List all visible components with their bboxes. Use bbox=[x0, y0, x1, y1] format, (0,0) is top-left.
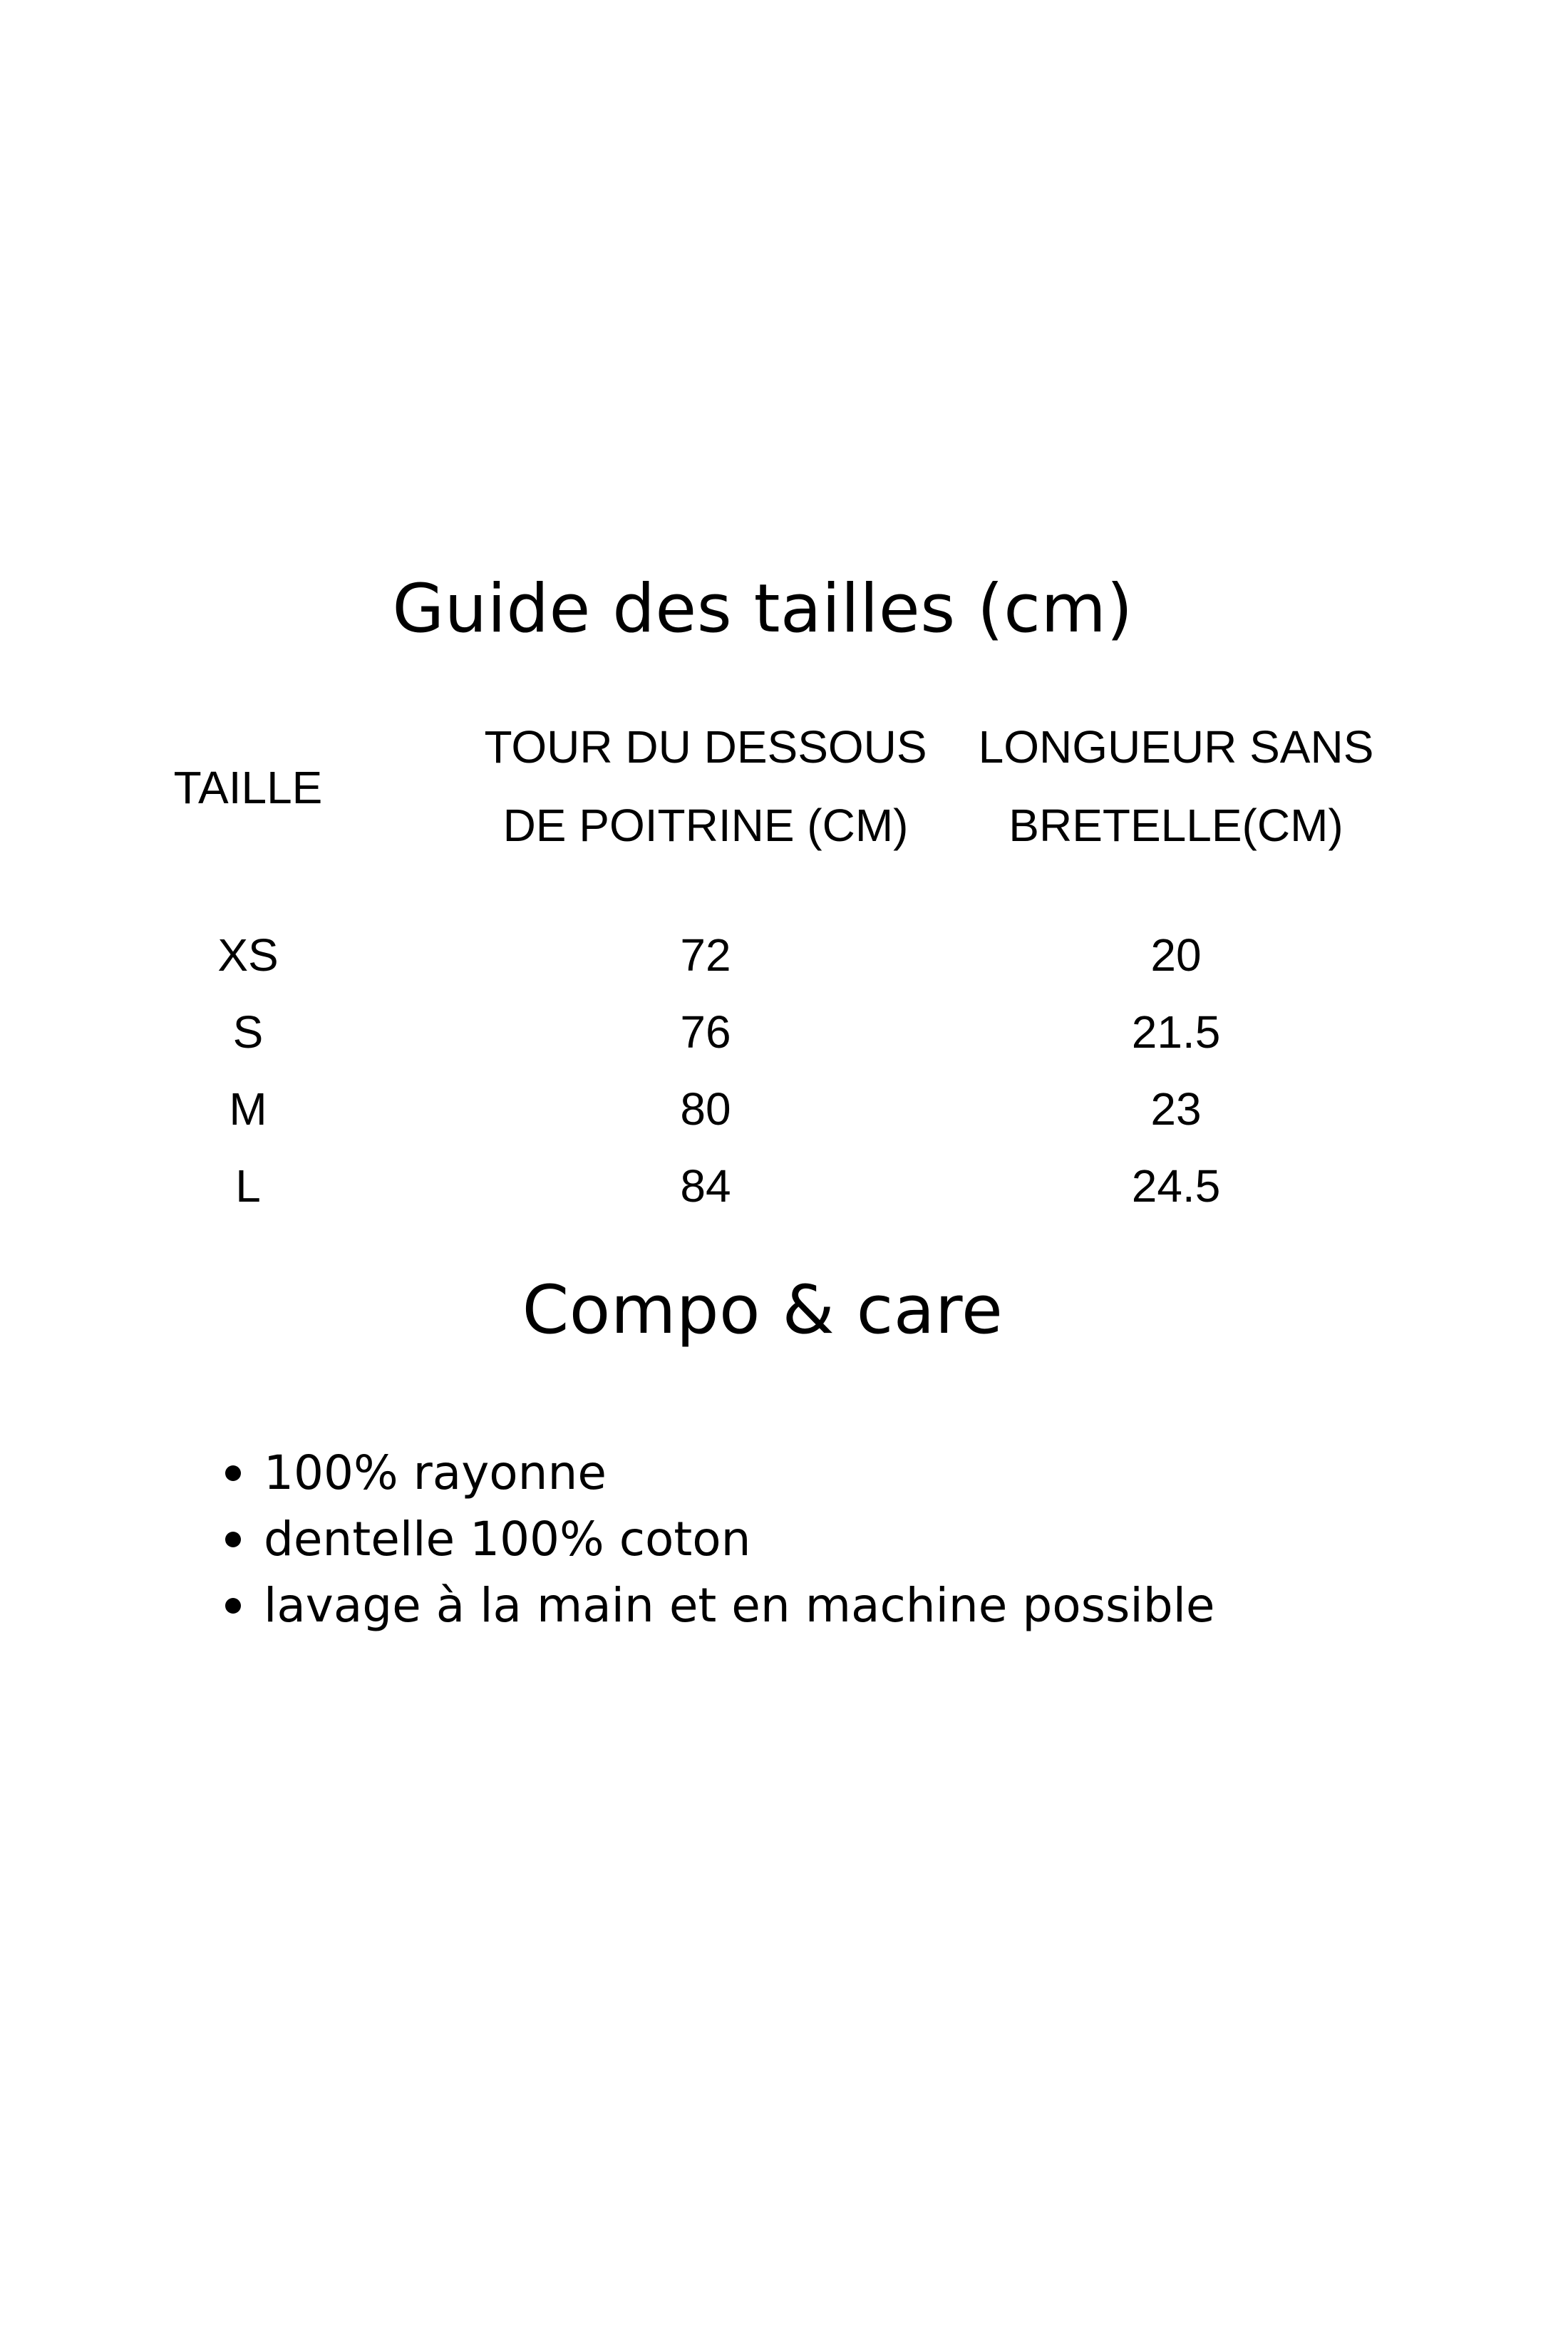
table-cell-tour: 80 bbox=[680, 1083, 731, 1135]
header-tour-du-dessous bbox=[456, 708, 955, 865]
header-tour-line-2: DE POITRINE (CM) bbox=[502, 800, 909, 851]
table-cell-size: L bbox=[235, 1160, 261, 1212]
list-item-text: 100% rayonne bbox=[264, 1445, 607, 1500]
table-cell-longueur: 23 bbox=[1150, 1083, 1202, 1135]
list-item-text: dentelle 100% coton bbox=[264, 1512, 751, 1567]
header-longueur-line-1: LONGUEUR SANS bbox=[978, 721, 1374, 773]
list-item bbox=[221, 1572, 1215, 1639]
header-longueur-line-2: BRETELLE(CM) bbox=[1009, 800, 1343, 851]
table-cell-tour: 72 bbox=[680, 929, 731, 981]
table-cell-size: XS bbox=[217, 929, 279, 981]
bullet-icon bbox=[225, 1532, 241, 1547]
table-cell-longueur: 21.5 bbox=[1131, 1006, 1221, 1058]
compo-care-title: Compo & care bbox=[522, 1272, 1004, 1349]
size-guide-title: Guide des tailles (cm) bbox=[392, 570, 1133, 648]
table-cell-longueur: 24.5 bbox=[1131, 1160, 1221, 1212]
list-item bbox=[221, 1506, 1215, 1572]
list-item-text: lavage à la main et en machine possible bbox=[264, 1578, 1215, 1633]
table-cell-longueur: 20 bbox=[1150, 929, 1202, 981]
care-list bbox=[221, 1440, 1215, 1639]
list-item bbox=[221, 1440, 1215, 1506]
header-longueur bbox=[927, 708, 1425, 865]
table-cell-tour: 76 bbox=[680, 1006, 731, 1058]
header-tour-line-1: TOUR DU DESSOUS bbox=[484, 721, 927, 773]
table-cell-size: M bbox=[229, 1083, 267, 1135]
bullet-icon bbox=[225, 1465, 241, 1481]
table-cell-size: S bbox=[232, 1006, 264, 1058]
header-taille: TAILLE bbox=[173, 762, 323, 813]
bullet-icon bbox=[225, 1598, 241, 1614]
table-cell-tour: 84 bbox=[680, 1160, 731, 1212]
